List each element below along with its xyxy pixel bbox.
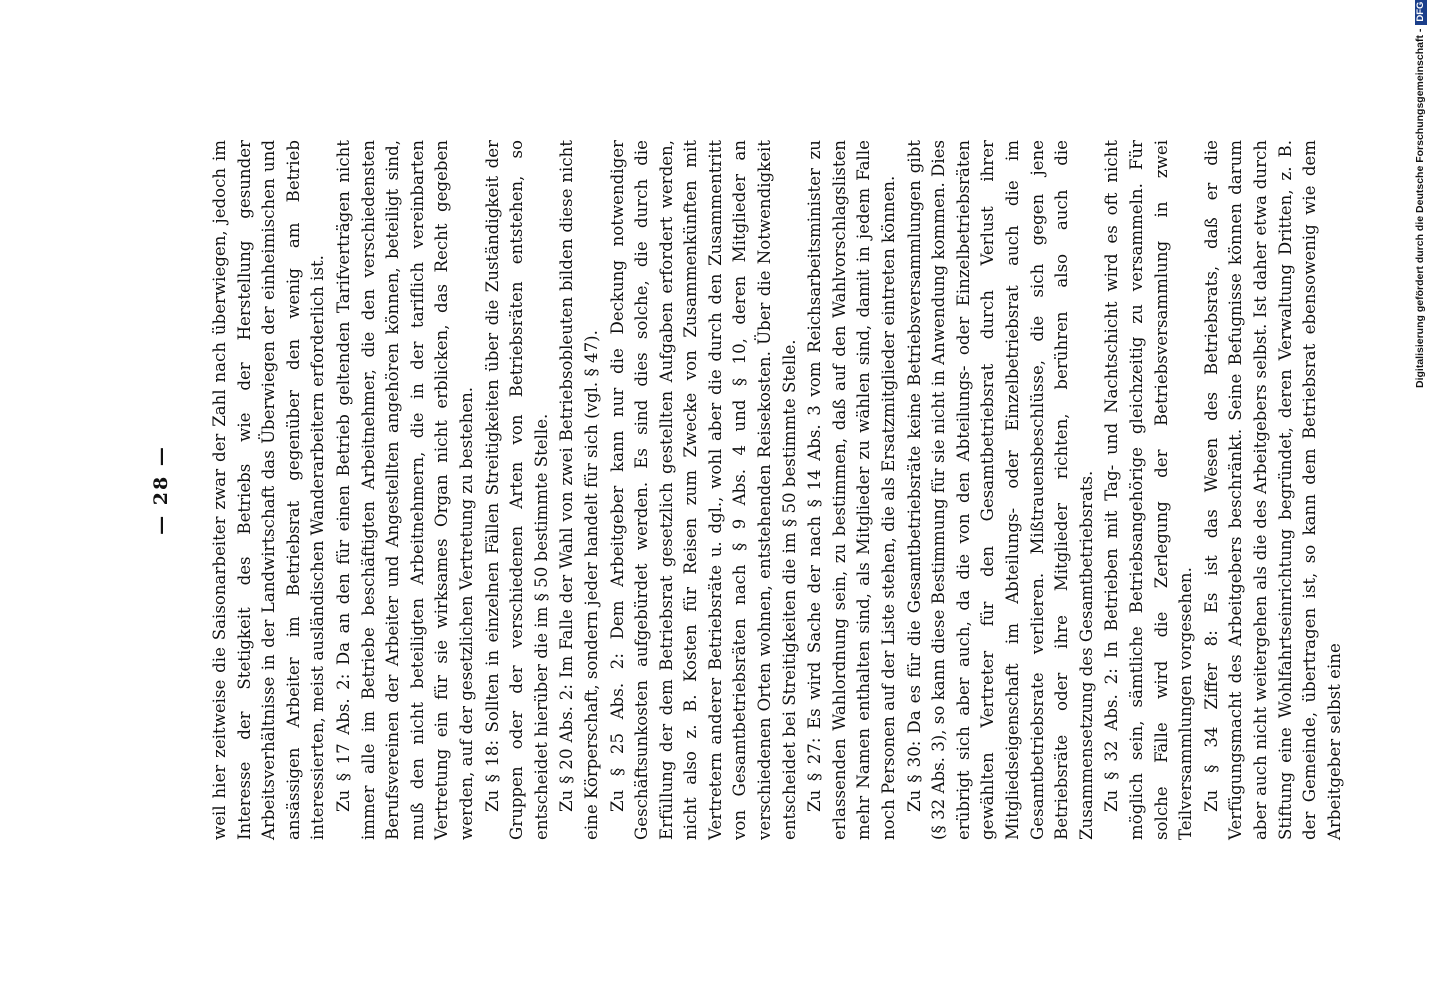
- rotated-page-area: [150, 140, 1344, 840]
- paragraph-p7: Zu § 30: Da es für die Gesamtbetriebsräte keine Betriebsversammlungen gibt (§ 32 Abs. 3), so kann diese Bestimmung für sie nicht in Anwendung kommen. Dies erübrigt sich aber auch, da die von den Abteilungs- oder Einzelbetriebsräten gewählten Vertreter für den Gesamtbetriebsrat durch Verlust ihrer Mitgliedseigenschaft im Abteilungs- oder Einzelbetriebsrat auch die im Gesamtbetriebsrate verlieren. Mißtrauensbeschlüsse, die sich gegen jene Betriebsräte oder ihre Mitglieder richten, berühren also auch die Zusammensetzung des Gesamtbetriebsrats.: [904, 140, 1096, 840]
- paragraph-p5: Zu § 25 Abs. 2: Dem Arbeitgeber kann nur die Deckung notwendiger Geschäftsunkosten aufgebürdet werden. Es sind dies solche, die durch die Erfüllung der dem Betriebsrat gesetzlich gestellten Aufgaben erfordert werden, nicht also z. B. Kosten für Reisen zum Zwecke von Zusammenkünften mit Vertretern anderer Betriebsräte u. dgl., wohl aber die durch den Zusammentritt von Gesamtbetriebsräten nach § 9 Abs. 4 und § 10, deren Mitglieder an verschiedenen Orten wohnen, entstehenden Reisekosten. Über die Notwendigkeit entscheidet bei Streitigkeiten die im § 50 bestimmte Stelle.: [607, 140, 799, 840]
- dfg-logo-badge: DFG: [1415, 0, 1427, 25]
- page-number: — 28 —: [150, 445, 172, 535]
- credit-line: [1413, 1, 1427, 388]
- paragraph-p3: Zu § 18: Sollten in einzelnen Fällen Streitigkeiten über die Zuständigkeit der Gruppen oder der verschiedenen Arten von Betriebsräten entstehen, so entscheidet hierüber die im § 50 bestimmte Stelle.: [482, 140, 551, 840]
- digitization-credit: [1408, 1, 1432, 388]
- credit-text: Digitalisierung gefördert durch die Deutsche Forschungsgemeinschaft -: [1414, 28, 1426, 388]
- paragraph-p1: weil hier zeitweise die Saisonarbeiter zwar der Zahl nach überwiegen, jedoch im Interesse der Stetigkeit des Betriebs wie der Herstellung gesunder Arbeitsverhältnisse in der Landwirtschaft das Überwiegen der einheimischen und ansässigen Arbeiter im Betriebsrat gegenüber den wenig am Betrieb interessierten, meist ausländischen Wanderarbeitern erforderlich ist.: [210, 140, 328, 840]
- paragraph-p8: Zu § 32 Abs. 2: In Betrieben mit Tag- und Nachtschicht wird es oft nicht möglich sein, sämtliche Betriebsangehörige gleichzeitig zu versammeln. Für solche Fälle wird die Zerlegung der Betriebsversammlung in zwei Teilversammlungen vorgesehen.: [1102, 140, 1196, 840]
- paragraph-p2: Zu § 17 Abs. 2: Da an den für einen Betrieb geltenden Tarifverträgen nicht immer alle im Betriebe beschäftigten Arbeitnehmer, die den verschiedensten Berufsvereinen der Arbeiter und Angestellten angehören können, beteiligt sind, muß den nicht beteiligten Arbeitnehmern, die in der tariflich vereinbarten Vertretung ein für sie wirksames Organ nicht erblicken, das Recht gegeben werden, auf der gesetzlichen Vertretung zu bestehen.: [333, 140, 476, 840]
- document-page: [150, 140, 1344, 840]
- paragraph-p9: Zu § 34 Ziffer 8: Es ist das Wesen des Betriebsrats, daß er die Verfügungsmacht des Arbeitgebers beschränkt. Seine Befugnisse können darum aber auch nicht weitergehen als die des Arbeitgebers selbst. Ist daher etwa durch Stiftung eine Wohlfahrtseinrichtung begründet, deren Verwaltung Dritten, z. B. der Gemeinde, übertragen ist, so kann dem Betriebsrat ebensowenig wie dem Arbeitgeber selbst eine: [1201, 140, 1344, 840]
- paragraph-p6: Zu § 27: Es wird Sache der nach § 14 Abs. 3 vom Reichsarbeitsminister zu erlassenden Wahlordnung sein, zu bestimmen, daß auf den Wahlvorschlagslisten mehr Namen enthalten sind, als Mitglieder zu wählen sind, damit in jedem Falle noch Personen auf der Liste stehen, die als Ersatzmitglieder eintreten können.: [805, 140, 899, 840]
- paragraph-p4: Zu § 20 Abs. 2: Im Falle der Wahl von zwei Betriebsobleuten bilden diese nicht eine Körperschaft, sondern jeder handelt für sich (vgl. § 47).: [557, 140, 601, 840]
